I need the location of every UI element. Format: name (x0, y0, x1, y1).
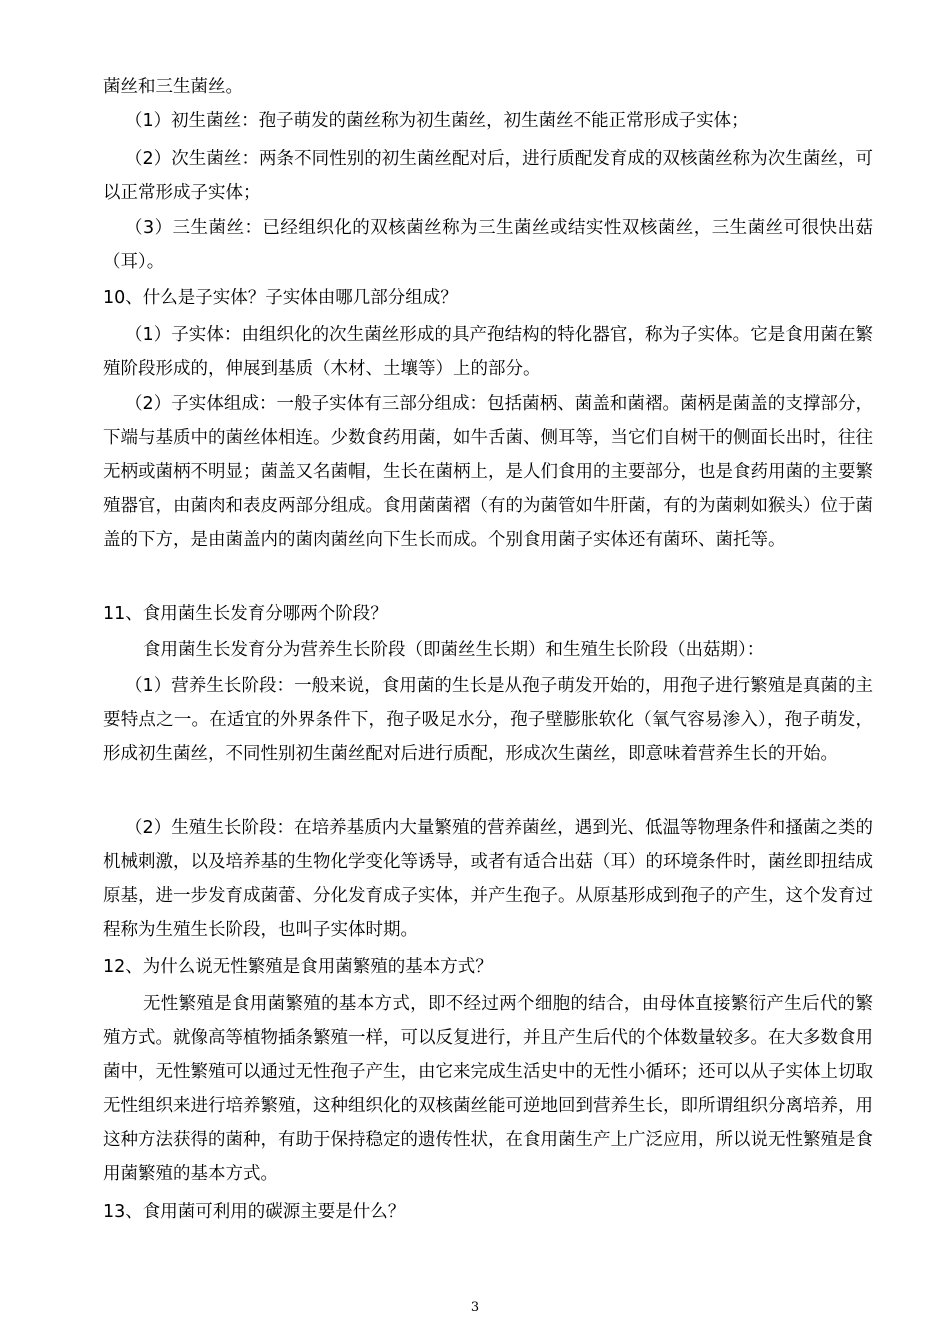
question-11-heading: 11、食用菌生长发育分哪两个阶段？ (103, 604, 388, 624)
paragraph-secondary-mycelium: （2）次生菌丝：两条不同性别的初生菌丝配对后，进行质配发育成的双核菌丝称为次生菌丝，可以正常形成子实体； (103, 149, 873, 203)
paragraph-mycelium-intro: 菌丝和三生菌丝。 (103, 77, 243, 97)
paragraph-reproductive-stage: （2）生殖生长阶段：在培养基质内大量繁殖的营养菌丝，遇到光、低温等物理条件和搔菌之类的机械刺激，以及培养基的生物化学变化等诱导，或者有适合出菇（耳）的环境条件时，菌丝即扭结成原基，进一步发育成菌蕾、分化发育成子实体，并产生孢子。从原基形成到孢子的产生，这个发育过程称为生殖生长阶段，也叫子实体时期。 (103, 818, 873, 940)
question-10-heading: 10、什么是子实体？子实体由哪几部分组成？ (103, 288, 458, 308)
page-number: 3 (470, 1300, 480, 1315)
question-12-heading: 12、为什么说无性繁殖是食用菌繁殖的基本方式？ (103, 957, 493, 977)
paragraph-vegetative-stage: （1）营养生长阶段：一般来说，食用菌的生长是从孢子萌发开始的，用孢子进行繁殖是真菌的主要特点之一。在适宜的外界条件下，孢子吸足水分，孢子壁膨胀软化（氧气容易渗入），孢子萌发，形成初生菌丝，不同性别初生菌丝配对后进行质配，形成次生菌丝，即意味着营养生长的开始。 (103, 676, 873, 764)
paragraph-asexual-reproduction: 无性繁殖是食用菌繁殖的基本方式，即不经过两个细胞的结合，由母体直接繁衍产生后代的繁殖方式。就像高等植物插条繁殖一样，可以反复进行，并且产生后代的个体数量较多。在大多数食用菌中，无性繁殖可以通过无性孢子产生，由它来完成生活史中的无性小循环；还可以从子实体上切取无性组织来进行培养繁殖，这种组织化的双核菌丝能可逆地回到营养生长，即所谓组织分离培养，用这种方法获得的菌种，有助于保持稳定的遗传性状，在食用菌生产上广泛应用，所以说无性繁殖是食用菌繁殖的基本方式。 (103, 994, 873, 1184)
paragraph-growth-stages-intro: 食用菌生长发育分为营养生长阶段（即菌丝生长期）和生殖生长阶段（出菇期）： (143, 640, 765, 660)
paragraph-tertiary-mycelium: （3）三生菌丝：已经组织化的双核菌丝称为三生菌丝或结实性双核菌丝，三生菌丝可很快出菇（耳）。 (103, 218, 873, 272)
paragraph-primary-mycelium: （1）初生菌丝：孢子萌发的菌丝称为初生菌丝，初生菌丝不能正常形成子实体； (125, 111, 749, 131)
question-13-heading: 13、食用菌可利用的碳源主要是什么？ (103, 1202, 406, 1222)
paragraph-fruiting-body-definition: （1）子实体：由组织化的次生菌丝形成的具产孢结构的特化器官，称为子实体。它是食用菌在繁殖阶段形成的，伸展到基质（木材、土壤等）上的部分。 (103, 325, 873, 379)
paragraph-fruiting-body-composition: （2）子实体组成：一般子实体有三部分组成：包括菌柄、菌盖和菌褶。菌柄是菌盖的支撑部分，下端与基质中的菌丝体相连。少数食药用菌，如牛舌菌、侧耳等，当它们自树干的侧面长出时，往往无柄或菌柄不明显；菌盖又名菌帽，生长在菌柄上，是人们食用的主要部分，也是食药用菌的主要繁殖器官，由菌肉和表皮两部分组成。食用菌菌褶（有的为菌管如牛肝菌，有的为菌刺如猴头）位于菌盖的下方，是由菌盖内的菌肉菌丝向下生长而成。个别食用菌子实体还有菌环、菌托等。 (103, 394, 873, 550)
